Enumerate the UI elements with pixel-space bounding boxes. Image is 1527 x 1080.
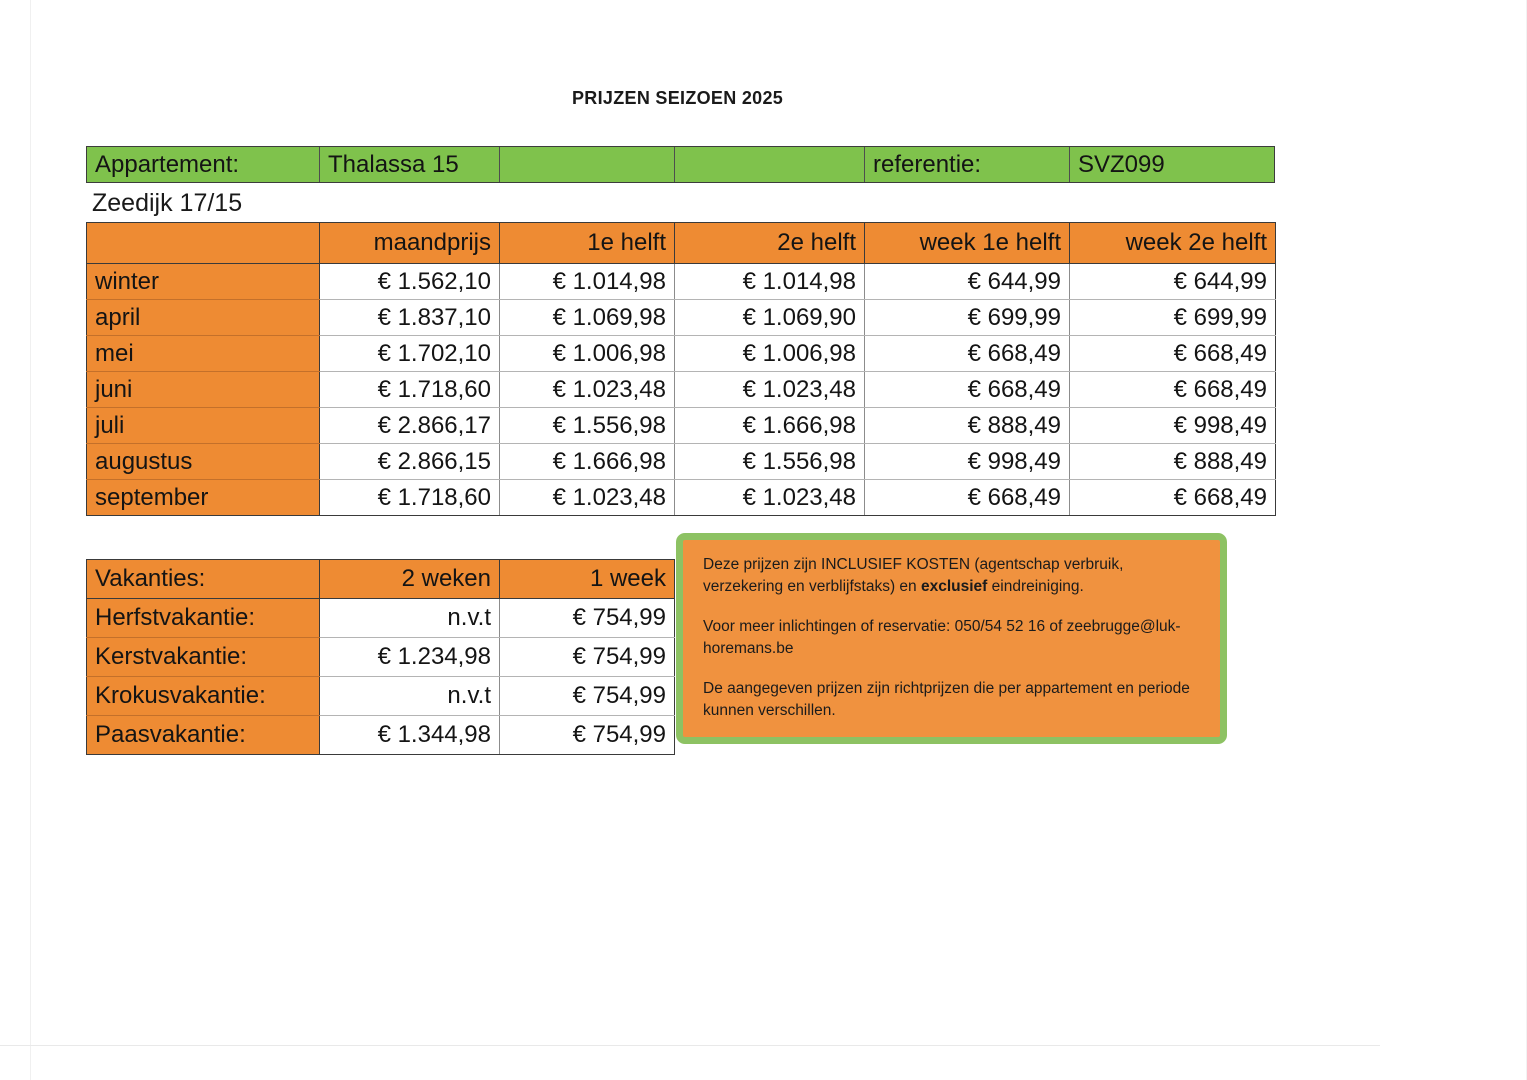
info-costs-text-before: Deze prijzen zijn INCLUSIEF KOSTEN (agentschap verbruik, verzekering en verblijfstaks) en: [703, 556, 1124, 596]
price-cell-maandprijs: € 1.562,10: [320, 264, 500, 300]
table-row: [87, 300, 1276, 336]
table-row: [87, 408, 1276, 444]
vacation-table-body: [87, 599, 675, 755]
table-row: [87, 372, 1276, 408]
vacation-header-2-weken: 2 weken: [320, 560, 500, 599]
price-cell-2e-helft: € 1.023,48: [675, 480, 865, 516]
price-cell-2e-helft: € 1.666,98: [675, 408, 865, 444]
table-row: [87, 677, 675, 716]
price-table-header-row: [87, 223, 1276, 264]
price-row-label: winter: [87, 264, 320, 300]
vacation-cell-1-week: € 754,99: [500, 599, 675, 638]
apartment-name: Thalassa 15: [320, 147, 500, 182]
vacation-cell-1-week: € 754,99: [500, 716, 675, 755]
price-cell-1e-helft: € 1.069,98: [500, 300, 675, 336]
table-row: [87, 336, 1276, 372]
vacation-header-1-week: 1 week: [500, 560, 675, 599]
info-box: [676, 533, 1227, 744]
vacation-cell-2-weken: n.v.t: [320, 677, 500, 716]
price-row-label: april: [87, 300, 320, 336]
scan-artifact-bottom: [0, 1045, 1380, 1046]
price-table-header: [87, 223, 1276, 264]
apartment-header-row: [86, 146, 1275, 183]
price-cell-1e-helft: € 1.006,98: [500, 336, 675, 372]
price-cell-week-1e-helft: € 644,99: [865, 264, 1070, 300]
price-row-label: augustus: [87, 444, 320, 480]
price-cell-2e-helft: € 1.556,98: [675, 444, 865, 480]
price-cell-week-1e-helft: € 668,49: [865, 372, 1070, 408]
vacation-cell-1-week: € 754,99: [500, 638, 675, 677]
season-price-table: [86, 222, 1276, 516]
price-cell-week-2e-helft: € 998,49: [1070, 408, 1276, 444]
price-table-body: [87, 264, 1276, 516]
price-cell-week-2e-helft: € 644,99: [1070, 264, 1276, 300]
price-cell-2e-helft: € 1.006,98: [675, 336, 865, 372]
table-row: [87, 716, 675, 755]
apartment-header-blank-2: [675, 147, 865, 182]
info-paragraph-contact: Voor meer inlichtingen of reservatie: 050/54 52 16 of zeebrugge@luk-horemans.be: [703, 617, 1181, 658]
price-row-label: mei: [87, 336, 320, 372]
price-cell-week-2e-helft: € 668,49: [1070, 480, 1276, 516]
vacation-cell-1-week: € 754,99: [500, 677, 675, 716]
apartment-label: Appartement:: [87, 147, 320, 182]
vacation-table-header: [87, 560, 675, 599]
price-cell-2e-helft: € 1.023,48: [675, 372, 865, 408]
vacation-row-label: Kerstvakantie:: [87, 638, 320, 677]
price-row-label: september: [87, 480, 320, 516]
vacation-header-label: Vakanties:: [87, 560, 320, 599]
vacation-row-label: Paasvakantie:: [87, 716, 320, 755]
price-cell-maandprijs: € 1.837,10: [320, 300, 500, 336]
price-header-1e-helft: 1e helft: [500, 223, 675, 264]
price-cell-2e-helft: € 1.069,90: [675, 300, 865, 336]
price-header-week-1e-helft: week 1e helft: [865, 223, 1070, 264]
vacation-row-label: Krokusvakantie:: [87, 677, 320, 716]
info-costs-text-after: eindreiniging.: [987, 578, 1084, 596]
price-cell-1e-helft: € 1.666,98: [500, 444, 675, 480]
price-cell-1e-helft: € 1.023,48: [500, 372, 675, 408]
price-cell-maandprijs: € 1.718,60: [320, 480, 500, 516]
price-cell-week-1e-helft: € 668,49: [865, 336, 1070, 372]
price-cell-maandprijs: € 2.866,15: [320, 444, 500, 480]
price-header-maandprijs: maandprijs: [320, 223, 500, 264]
price-cell-week-2e-helft: € 888,49: [1070, 444, 1276, 480]
table-row: [87, 599, 675, 638]
info-paragraph-costs: [703, 554, 1202, 599]
table-row: [87, 638, 675, 677]
price-row-label: juni: [87, 372, 320, 408]
vacation-price-table: [86, 559, 675, 755]
table-row: [87, 480, 1276, 516]
price-cell-week-2e-helft: € 668,49: [1070, 336, 1276, 372]
price-row-label: juli: [87, 408, 320, 444]
price-header-2e-helft: 2e helft: [675, 223, 865, 264]
price-cell-2e-helft: € 1.014,98: [675, 264, 865, 300]
vacation-cell-2-weken: € 1.344,98: [320, 716, 500, 755]
price-cell-week-2e-helft: € 668,49: [1070, 372, 1276, 408]
price-header-week-2e-helft: week 2e helft: [1070, 223, 1276, 264]
price-cell-maandprijs: € 1.702,10: [320, 336, 500, 372]
address-line: Zeedijk 17/15: [92, 189, 243, 217]
vacation-table-header-row: [87, 560, 675, 599]
apartment-header-blank-1: [500, 147, 675, 182]
table-row: [87, 264, 1276, 300]
info-paragraph-disclaimer: De aangegeven prijzen zijn richtprijzen die per appartement en periode kunnen verschillen.: [703, 679, 1190, 720]
price-cell-maandprijs: € 2.866,17: [320, 408, 500, 444]
price-cell-1e-helft: € 1.014,98: [500, 264, 675, 300]
scan-artifact-left: [30, 0, 31, 1080]
page-title: PRIJZEN SEIZOEN 2025: [572, 88, 784, 108]
price-cell-week-1e-helft: € 888,49: [865, 408, 1070, 444]
price-header-blank: [87, 223, 320, 264]
price-cell-week-1e-helft: € 668,49: [865, 480, 1070, 516]
info-costs-emphasis: exclusief: [920, 578, 988, 596]
vacation-cell-2-weken: n.v.t: [320, 599, 500, 638]
reference-label: referentie:: [865, 147, 1070, 182]
vacation-row-label: Herfstvakantie:: [87, 599, 320, 638]
price-cell-week-2e-helft: € 699,99: [1070, 300, 1276, 336]
reference-value: SVZ099: [1078, 150, 1165, 178]
table-row: [87, 444, 1276, 480]
price-cell-week-1e-helft: € 998,49: [865, 444, 1070, 480]
price-cell-1e-helft: € 1.023,48: [500, 480, 675, 516]
price-cell-1e-helft: € 1.556,98: [500, 408, 675, 444]
vacation-cell-2-weken: € 1.234,98: [320, 638, 500, 677]
price-cell-maandprijs: € 1.718,60: [320, 372, 500, 408]
price-cell-week-1e-helft: € 699,99: [865, 300, 1070, 336]
